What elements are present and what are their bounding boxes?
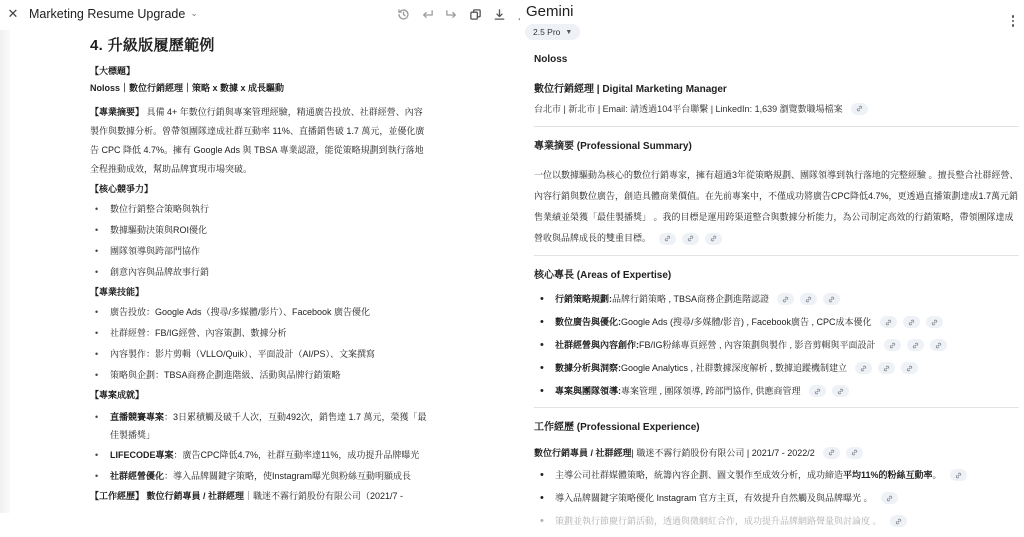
- response-content: [534, 54, 1019, 537]
- link-icon: [828, 449, 835, 456]
- version-history-button[interactable]: [394, 5, 412, 23]
- job-bullets: [534, 468, 1019, 528]
- model-selector[interactable]: [525, 24, 580, 40]
- list-item: • 廣告投放：Google Ads（搜尋/多媒體/影片）、Facebook 廣告優化: [90, 307, 430, 318]
- link-icon: [895, 518, 902, 525]
- link-icon: [837, 388, 844, 395]
- link-icon: [885, 319, 892, 326]
- source-link-chip[interactable]: [907, 339, 924, 351]
- link-icon: [828, 296, 835, 303]
- source-link-chip[interactable]: [823, 447, 840, 459]
- link-icon: [687, 235, 694, 242]
- experience-line: 【工作經歷】 數位行銷專員 / 社群經理｜職迷不霧行銷股份有限公司（2021/7 -: [90, 491, 404, 501]
- candidate-name: Noloss: [534, 54, 568, 65]
- list-item: • 策略與企劃：TBSA商務企劃進階級、活動與品牌行銷策略: [90, 370, 430, 381]
- source-link-chip[interactable]: [950, 469, 967, 481]
- link-icon: [931, 319, 938, 326]
- copy-icon: [469, 8, 482, 21]
- canvas-topbar: [0, 0, 520, 30]
- section-label-achievements: 【專案成就】: [90, 390, 145, 400]
- section-label-skills: 【專業技能】: [90, 287, 145, 297]
- source-link-chip[interactable]: [903, 316, 920, 328]
- link-icon: [851, 449, 858, 456]
- core-list: [90, 204, 430, 278]
- document-body[interactable]: [90, 38, 430, 509]
- divider: [534, 126, 1019, 127]
- link-icon: [805, 296, 812, 303]
- canvas-toolbar: [394, 5, 532, 23]
- summary-text: 具備 4+ 年數位行銷與專案管理經驗，精通廣告投放、社群經營、內容製作與數據分析。曾帶領團隊達成社群互動率 11%、直播銷售破 1.7 萬元，並優化廣告 CPC 降低 4.7%。擁有 Google Ads 與 TBSA 專業認證，能從策略規劃到執行落地全程推動成效，幫助品牌實現市場突破。: [90, 107, 425, 174]
- kebab-icon: [1012, 15, 1015, 18]
- list-item: • 主導公司社群媒體策略，統籌內容企劃、圖文製作至成效分析，成功締造 平均11%的粉絲互動率 。: [534, 468, 1019, 482]
- source-link-chip[interactable]: [890, 515, 907, 527]
- source-link-chip[interactable]: [659, 233, 676, 245]
- document-title-dropdown[interactable]: [29, 7, 198, 21]
- gemini-title[interactable]: Gemini: [526, 3, 574, 20]
- list-item: • 專案與團隊領導: 專案管理 , 團隊領導, 跨部門協作, 供應商管理: [534, 384, 1019, 398]
- divider: [534, 407, 1019, 408]
- redo-icon: [445, 8, 458, 21]
- section-label-core: 【核心競爭力】: [90, 184, 154, 194]
- section-label-title: 【大標題】: [90, 66, 136, 76]
- list-item: • 社群經營：FB/IG經營、內容策劃、數據分析: [90, 328, 430, 339]
- list-item: • 行銷策略規劃: 品牌行銷策略 , TBSA商務企劃進階認證: [534, 292, 1019, 306]
- source-link-chip[interactable]: [823, 293, 840, 305]
- undo-button[interactable]: [418, 5, 436, 23]
- link-icon: [906, 365, 913, 372]
- list-item: • LIFECODE專案：廣告CPC降低4.7%，社群互動率達11%，成功提升品牌曝光: [90, 450, 430, 461]
- list-item: • 數位廣告與優化: Google Ads (搜尋/多媒體/影音) , Facebook廣告 , CPC成本優化: [534, 315, 1019, 329]
- source-link-chip[interactable]: [832, 385, 849, 397]
- caret-down-icon: ▼: [565, 28, 573, 36]
- pane-edge-shadow: [0, 30, 10, 513]
- source-link-chip[interactable]: [881, 492, 898, 504]
- download-button[interactable]: [490, 5, 508, 23]
- list-item: • 直播競賽專案：3日累積觸及破千人次，互動492次，銷售達 1.7 萬元，榮獲「最佳製播獎」: [90, 408, 430, 444]
- source-link-chip[interactable]: [682, 233, 699, 245]
- source-link-chip[interactable]: [705, 233, 722, 245]
- link-icon: [860, 365, 867, 372]
- contact-line: 台北市 | 新北市 | Email: 請透過104平台聯繫 | LinkedIn: 1,639 瀏覽數職場檔案: [534, 102, 1019, 115]
- achievements-list: [90, 408, 430, 482]
- source-link-chip[interactable]: [809, 385, 826, 397]
- title-line: Noloss｜數位行銷經理｜策略 x 數據 x 成長驅動: [90, 83, 285, 93]
- chevron-down-icon: ⌄: [190, 7, 198, 18]
- list-item: • 社群經營優化：導入品牌關鍵字策略，使Instagram曝光與粉絲互動明顯成長: [90, 471, 430, 482]
- canvas-pane: [0, 0, 520, 513]
- source-link-chip[interactable]: [878, 362, 895, 374]
- link-icon: [814, 388, 821, 395]
- undo-icon: [421, 8, 434, 21]
- list-item: • 內容製作：影片剪輯（VLLO/Quik）、平面設計（AI/PS）、文案撰寫: [90, 349, 430, 360]
- history-icon: [397, 8, 410, 21]
- source-link-chip[interactable]: [855, 362, 872, 374]
- link-icon: [912, 342, 919, 349]
- expertise-list: [534, 292, 1019, 398]
- summary-paragraph: [90, 103, 430, 179]
- list-item: • 導入品牌關鍵字策略優化 Instagram 官方主頁，有效提升自然觸及與品牌曝光 。: [534, 491, 1019, 505]
- summary-heading: 專業摘要 (Professional Summary): [534, 141, 692, 152]
- expertise-heading: 核心專長 (Areas of Expertise): [534, 270, 672, 281]
- link-icon: [886, 495, 893, 502]
- list-item: • 數據分析與洞察: Google Analytics , 社群數據深度解析 , 數據追蹤機制建立: [534, 361, 1019, 375]
- source-link-chip[interactable]: [930, 339, 947, 351]
- model-label: 2.5 Pro: [533, 27, 561, 37]
- more-options-button[interactable]: [1008, 12, 1018, 30]
- link-icon: [889, 342, 896, 349]
- list-item: • 社群經營與內容創作: FB/IG粉絲專頁經營 , 內容策劃與製作 , 影音剪輯與平面設計: [534, 338, 1019, 352]
- link-icon: [955, 472, 962, 479]
- redo-button[interactable]: [442, 5, 460, 23]
- link-icon: [782, 296, 789, 303]
- section-label-experience: 【工作經歷】: [90, 491, 145, 501]
- summary-paragraph: 一位以數據驅動為核心的數位行銷專家，擁有超過3年從策略規劃、團隊領導到執行落地的完整經驗 。擅長整合社群經營、內容行銷與數位廣告，創造具體商業價值。在先前專案中，不僅成功將廣告CPC降低4.7%，更透過直播策劃達成1.7萬元銷售業績並榮獲「最佳製播獎」 。我的目標是運用跨渠道整合與數據分析能力，為公司制定高效的行銷策略，帶領團隊達成營收與品牌成長的雙重目標。: [534, 170, 1019, 243]
- list-item: • 數據驅動決策與ROI優化: [90, 225, 430, 236]
- link-icon: [883, 365, 890, 372]
- list-item: • 創意內容與品牌故事行銷: [90, 267, 430, 278]
- divider: [534, 255, 1019, 256]
- source-link-chip[interactable]: [846, 447, 863, 459]
- link-icon: [908, 319, 915, 326]
- skills-list: [90, 307, 430, 381]
- link-icon: [664, 235, 671, 242]
- source-link-chip[interactable]: [800, 293, 817, 305]
- source-link-chip[interactable]: [884, 339, 901, 351]
- job-title-line: 數位行銷專員 / 社群經理 | 職迷不霧行銷股份有限公司 | 2021/7 - 2022/2: [534, 446, 1019, 459]
- close-canvas-button[interactable]: ✕: [7, 6, 19, 21]
- source-link-chip[interactable]: [901, 362, 918, 374]
- list-item: • 數位行銷整合策略與執行: [90, 204, 430, 215]
- section-label-summary: 【專業摘要】: [90, 107, 145, 117]
- copy-button[interactable]: [466, 5, 484, 23]
- source-link-chip[interactable]: [926, 316, 943, 328]
- source-link-chip[interactable]: [851, 103, 868, 115]
- doc-heading: 4. 升級版履歷範例: [90, 37, 215, 54]
- source-link-chip[interactable]: [880, 316, 897, 328]
- candidate-role: 數位行銷經理 | Digital Marketing Manager: [534, 84, 727, 95]
- link-icon: [935, 342, 942, 349]
- list-item: • 策劃並執行節慶行銷活動，透過與微網紅合作，成功提升品牌網路聲量與討論度 。: [534, 514, 1019, 528]
- experience-heading: 工作經歷 (Professional Experience): [534, 422, 700, 433]
- download-icon: [493, 8, 506, 21]
- link-icon: [710, 235, 717, 242]
- list-item: • 團隊領導與跨部門協作: [90, 246, 430, 257]
- link-icon: [856, 105, 863, 112]
- gemini-chat-pane: [520, 0, 1024, 526]
- document-title: Marketing Resume Upgrade: [29, 7, 186, 21]
- source-link-chip[interactable]: [777, 293, 794, 305]
